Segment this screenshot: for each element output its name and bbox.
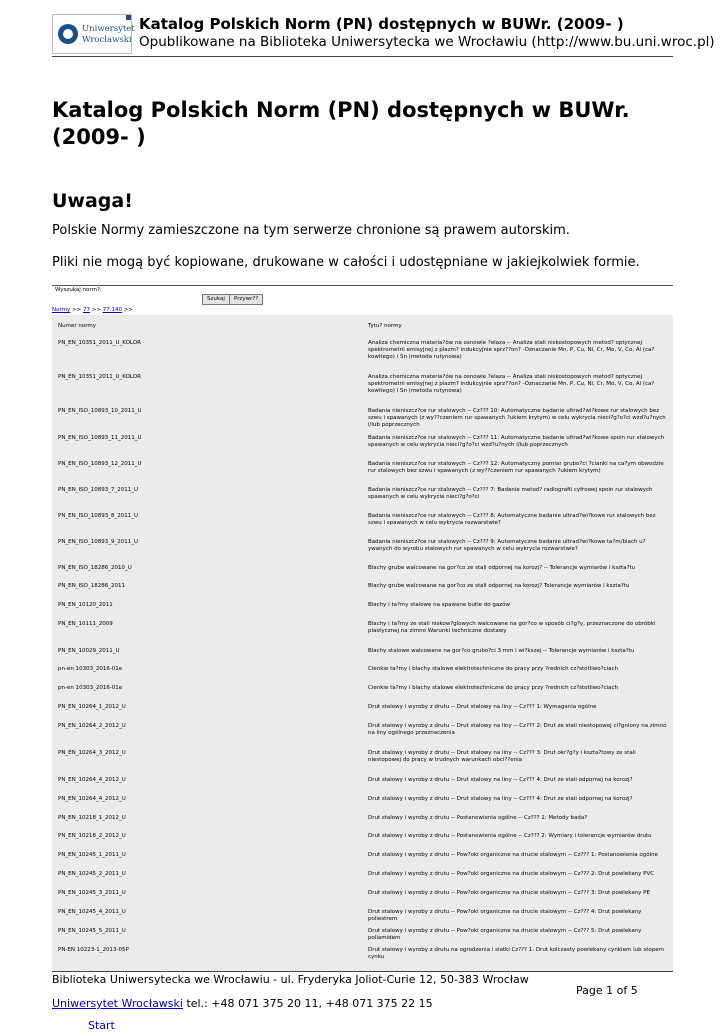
- norm-number: PN_EN_ISO_10893_12_2011_U: [58, 461, 142, 467]
- norm-number: PN_EN_10264_1_2012_U: [58, 704, 126, 710]
- norm-title: Drut stalowy i wyroby z drutu -- Pow?oki organiczne na drucie stalowym -- Cz??? 4: Drut powlekany poliestrem: [368, 909, 642, 923]
- norm-number: PN_EN_10351_2011_U_KOLOR: [58, 340, 141, 346]
- norm-number: pn-en 10303_2016-01e: [58, 666, 123, 672]
- norm-title: Badania nieniszcz?ce rur stalowych -- Cz??? 7: Badanie metod? radiografii cyfrowej spoin rur stalowych spawanych w celu wykrycia nieci?g?o?ci: [368, 487, 653, 501]
- norm-number: PN_EN_10245_3_2011_U: [58, 890, 126, 896]
- search-label: Wyszukaj norm?:: [55, 287, 102, 293]
- university-logo: [52, 14, 135, 54]
- column-header-number: Numer normy: [58, 323, 96, 329]
- norm-title: Drut stalowy i wyroby z drutu -- Drut stalowy na liny -- Cz??? 4: Drut ze stali odpornej na korozj?: [368, 777, 633, 783]
- page-title: Katalog Polskich Norm (PN) dostępnych w BUWr. (2009- ): [52, 98, 630, 149]
- university-link[interactable]: Uniwersytet Wrocławski: [52, 997, 183, 1010]
- norm-number: PN_EN_ISO_18286_2011: [58, 583, 125, 589]
- norm-number: PN_EN_10218_2_2012_U: [58, 833, 126, 839]
- phone-numbers: tel.: +48 071 375 20 11, +48 071 375 22 15: [182, 997, 433, 1010]
- norm-title: Drut stalowy i wyroby z drutu -- Drut stalowy na liny -- Cz??? 3: Drut okr?g?y i kszta?towy ze stali niestopowej do pracy w trudnych warunkach obci??enia: [368, 750, 636, 764]
- norm-number: PN_EN_ISO_10893_8_2011_U: [58, 513, 138, 519]
- norm-title: Analiza chemiczna materia?ów na osnowie ?elaza -- Analiza stali niskostopowych metod? optycznej spektrometrii emisyjnej z plazm? indukcyjnie sprz??on? -Oznaczanie Mn, P, Cu, Ni, Cr, Mo, V, Co, Al (ca?kowitego) i Sn (metoda rutynowa): [368, 340, 655, 361]
- norm-number: PN_EN_10264_2_2012_U: [58, 723, 126, 729]
- breadcrumb: [52, 307, 133, 313]
- breadcrumb-link-77-140[interactable]: 77.140: [102, 307, 122, 313]
- norm-title: Drut stalowy i wyroby z drutu -- Postanowienia ogólne -- Cz??? 2: Wymiary i tolerancje wymiarów drutu: [368, 833, 652, 839]
- norm-number: PN_EN_ISO_10893_7_2011_U: [58, 487, 138, 493]
- norm-number: PN_EN_10351_2011_U_KOLOR: [58, 374, 141, 380]
- norm-number: PN_EN_10245_4_2011_U: [58, 909, 126, 915]
- norm-number: PN_EN_10218_1_2012_U: [58, 815, 126, 821]
- column-header-title: Tytu? normy: [368, 323, 402, 329]
- norm-number: PN_EN_10245_5_2011_U: [58, 928, 126, 934]
- norm-title: Badania nieniszcz?ce rur stalowych -- Cz??? 11: Automatyczne badanie ultrad?wi?kowe spoin rur stalowych spawanych w celu wykrycia nieci?g?o?ci wzd?u?nych i/lub poprzecznych: [368, 435, 665, 449]
- university-emblem-icon: [58, 24, 78, 44]
- norm-number: pn-en 10303_2016-01e: [58, 685, 123, 691]
- footer-address: Biblioteka Uniwersytecka we Wrocławiu - ul. Fryderyka Joliot-Curie 12, 50-383 Wrocław: [52, 973, 529, 986]
- logo-text-line1: Uniwersytet: [82, 24, 135, 34]
- breadcrumb-separator: >>: [70, 307, 83, 313]
- norm-title: Blachy grube walcowane na gor?co ze stali odpornej na korozj? Tolerancje wymiarów i kszta?tu: [368, 583, 630, 589]
- norm-number: PN_EN_10111_2009: [58, 621, 113, 627]
- copy-restriction-notice: Pliki nie mogą być kopiowane, drukowane w całości i udostępniane w jakiejkolwiek formie.: [52, 255, 640, 270]
- norm-title: Badania nieniszcz?ce rur stalowych -- Cz??? 8: Automatyczne badanie ultrad?wi?kowe rur stalowych bez szwu i spawanych w celu wykrycia rozwarstwie?: [368, 513, 656, 527]
- footer-contact: [52, 997, 433, 1010]
- header-title: Katalog Polskich Norm (PN) dostępnych w BUWr. (2009- ): [139, 15, 624, 33]
- footer-cut-link[interactable]: Start: [88, 1019, 115, 1032]
- breadcrumb-link-normy[interactable]: Normy: [52, 307, 71, 313]
- copyright-notice: Polskie Normy zamieszczone na tym serwerze chronione są prawem autorskim.: [52, 223, 570, 238]
- norm-title: Blachy grube walcowane na gor?co ze stali odpornej na korozj? -- Tolerancje wymiarów i kszta?tu: [368, 565, 636, 571]
- norm-number: PN_EN_10245_1_2011_U: [58, 852, 126, 858]
- norm-title: Badania nieniszcz?ce rur stalowych -- Cz??? 9: Automatyczne badanie ultrad?wi?kowe ta?m/blach u?ywanych do wyrobu stalowych rur spawanych w celu wykrycia rozwarstwie?: [368, 539, 646, 553]
- norm-title: Badania nieniszcz?ce rur stalowych -- Cz??? 10: Automatyczne badanie ultrad?wi?kowe rur stalowych bez szwu i spawanych (z wy??czeniem rur spawanych ?ukiem krytym) w celu wykrycia nieci?g?o?ci wzd?u?nych i/lub poprzecznych: [368, 408, 666, 429]
- breadcrumb-separator: >>: [121, 307, 133, 313]
- norm-number: PN_EN_ISO_10893_11_2011_U: [58, 435, 142, 441]
- reset-button[interactable]: Przywr??: [229, 294, 263, 305]
- norm-number: PN_EN_10264_4_2012_U: [58, 796, 126, 802]
- page-number: Page 1 of 5: [576, 984, 638, 997]
- norm-title: Drut stalowy i wyroby z drutu -- Postanowienia ogólne -- Cz??? 1: Metody bada?: [368, 815, 588, 821]
- breadcrumb-separator: >>: [89, 307, 103, 313]
- norm-title: Cienkie ta?my i blachy stalowe elektrotechniczne do pracy przy ?rednich cz?stotliwo?ciach: [368, 685, 618, 691]
- norm-title: Analiza chemiczna materia?ów na osnowie ?elaza -- Analiza stali niskostopowych metod? optycznej spektrometrii emisyjnej z plazm? indukcyjnie sprz??on? -Oznaczanie Mn, P, Cu, Ni, Cr, Mo, V, Co, Al (ca?kowitego) i Sn (metoda rutynowa): [368, 374, 655, 395]
- norm-title: Drut stalowy i wyroby z drutu -- Pow?oki organiczne na drucie stalowym -- Cz??? 1: Postanowienia ogólne: [368, 852, 658, 858]
- norm-title: Drut stalowy i wyroby z drutu -- Drut stalowy na liny -- Cz??? 1: Wymagania ogólne: [368, 704, 597, 710]
- breadcrumb-link-77[interactable]: 77: [82, 307, 90, 313]
- norm-number: PN_EN_10264_3_2012_U: [58, 750, 126, 756]
- page-header: [52, 14, 715, 57]
- search-form: [52, 285, 673, 306]
- norm-title: Drut stalowy i wyroby z drutu -- Pow?oki organiczne na drucie stalowym -- Cz??? 2: Drut powlekany PVC: [368, 871, 655, 877]
- norm-title: Drut stalowy i wyroby z drutu -- Pow?oki organiczne na drucie stalowym -- Cz??? 3: Drut powlekany PE: [368, 890, 650, 896]
- norm-title: Badania nieniszcz?ce rur stalowych -- Cz??? 12: Automatyczny pomiar grubo?ci ?cianki na ca?ym obwodzie rur stalowych bez szwu i spawanych (z wy??czeniem rur spawanych ?ukiem krytym): [368, 461, 664, 475]
- norms-table: [52, 315, 673, 971]
- norm-number: PN_EN_ISO_18286_2010_U: [58, 565, 132, 571]
- footer-divider: [52, 971, 673, 972]
- norm-title: Blachy i ta?my stalowe na spawane butle do gazów: [368, 602, 511, 608]
- norm-title: Cienkie ta?my i blachy stalowe elektrotechniczne do pracy przy ?rednich cz?stotliwo?ciach: [368, 666, 618, 672]
- norm-number: PN_EN_10245_2_2011_U: [58, 871, 126, 877]
- norm-number: PN_EN_10120_2011: [58, 602, 113, 608]
- table-header: [52, 315, 673, 339]
- norm-number: PN_EN_10029_2011_U: [58, 648, 120, 654]
- norm-number: PN_EN_10264_4_2012_U: [58, 777, 126, 783]
- norm-title: Drut stalowy i wyroby z drutu -- Pow?oki organiczne na drucie stalowym -- Cz??? 5: Drut powlekany poliamidem: [368, 928, 642, 942]
- norm-number: PN-EN 10223-1_2013-05P: [58, 947, 129, 953]
- norm-title: Blachy i ta?my ze stali niskow?glowych walcowane na gor?co w sposób ci?g?y, przeznaczone do obróbki plastycznej na zimno Warunki techniczne dostawy: [368, 621, 656, 635]
- norm-title: Drut stalowy i wyroby z drutu -- Drut stalowy na liny -- Cz??? 2: Drut ze stali niestopowej ci?gniony na zimno na liny ogólnego przeznaczenia: [368, 723, 667, 737]
- norm-number: PN_EN_ISO_10893_9_2011_U: [58, 539, 138, 545]
- norm-title: Blachy stalowe walcowane na gor?co grubo?ci 3 mm i wi?kszej -- Tolerancje wymiarów i kszta?tu: [368, 648, 635, 654]
- norm-title: Drut stalowy i wyroby z drutu na ogrodzenia i siatki Cz??? 1: Drut kolczasty powlekany cynkiem lub stopem cynku: [368, 947, 664, 961]
- norm-title: Drut stalowy i wyroby z drutu -- Drut stalowy na liny -- Cz??? 4: Drut ze stali odpornej na korozj?: [368, 796, 633, 802]
- header-subtitle: Opublikowane na Biblioteka Uniwersytecka we Wrocławiu (http://www.bu.uni.wroc.pl): [139, 34, 715, 50]
- norm-number: PN_EN_ISO_10893_10_2011_U: [58, 408, 142, 414]
- logo-text-line2: Wrocławski: [82, 35, 132, 45]
- notice-heading: Uwaga!: [52, 190, 133, 212]
- logo-corner-mark: [126, 15, 131, 20]
- search-button[interactable]: Szukaj: [202, 294, 230, 305]
